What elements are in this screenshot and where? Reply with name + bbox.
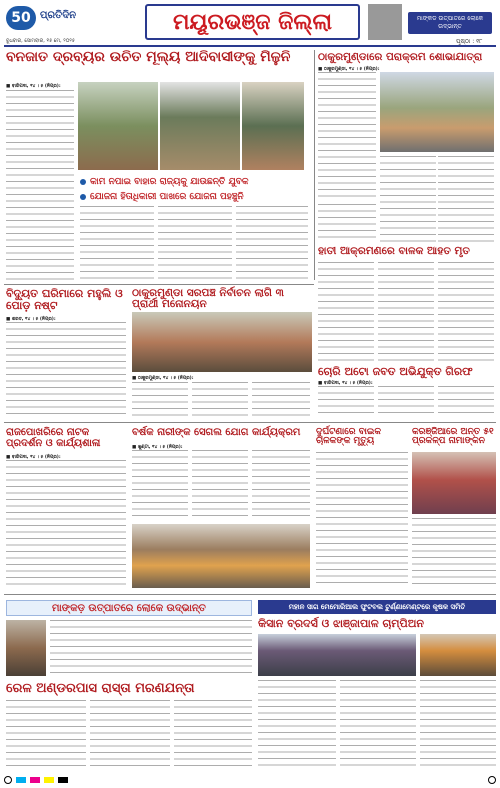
accident-headline: ଦୁର୍ଘଟଣାରେ ବାଇକ ଚାଳକଙ୍କ ମୃତ୍ୟୁ — [316, 427, 382, 447]
cricket-body-col2 — [340, 680, 416, 770]
date-line: ବୁଧବାର, ସୋମବାର, ୧୫ ମେ, ୨୦୨୫ — [6, 38, 75, 44]
yatra-body-col2 — [380, 156, 436, 242]
youth-headline: ରାଜପୋଖରିରେ ନାଟକ ପ୍ରଦର୍ଶନ ଓ କାର୍ଯ୍ୟଶାଳା — [6, 427, 101, 449]
cricket-photo — [258, 634, 416, 676]
lead-headline: ବନଜାତ ଦ୍ରବ୍ୟର ଉଚିତ ମୂଲ୍ୟ ଆଦିବାସୀଙ୍କୁ ମିଳୁନି — [6, 49, 291, 65]
yellow-swatch — [44, 777, 54, 783]
election-body-col2 — [192, 382, 248, 418]
section-rule-2 — [4, 422, 496, 423]
yoga-photo — [132, 524, 310, 588]
elephant-body-col2 — [378, 262, 434, 362]
lead-byline: ■ ବାରିପଦା, ୧୪ । ୫ (ନିପ୍ର): — [6, 84, 61, 89]
masthead-rule — [4, 45, 496, 47]
magenta-swatch — [30, 777, 40, 783]
cricket-headline: କିସାନ ବ୍ରଦର୍ସ ଓ ଝାଞ୍ଜାପାଳ ଚାମ୍ପିଅନ — [258, 617, 424, 630]
election-byline: ■ ଠାକୁରମୁଣ୍ଡା, ୧୪ । ୫ (ନିପ୍ର): — [132, 376, 194, 381]
cricket-photo-2 — [420, 634, 496, 676]
black-swatch — [58, 777, 68, 783]
column-rule — [314, 50, 315, 280]
cricket-banner: ମହାନ ସାଗ ମେମୋରିଆଲ ଫୁଟବଲ ଟୁର୍ଣ୍ଣାମେଣ୍ଟରେ କୃଷକ ସମିତି — [258, 600, 496, 614]
cricket-body-col3 — [420, 680, 496, 770]
lead-body-col1 — [6, 90, 74, 280]
bullet-icon — [80, 194, 86, 200]
yatra-body-col4 — [318, 204, 376, 242]
masthead-logo — [6, 6, 136, 34]
yoga-headline: ବର୍ଷକ ନାରୀଙ୍କ ସେଗଲ ଯୋଗ କାର୍ଯ୍ୟକ୍ରମ — [132, 427, 301, 438]
registration-mark-icon — [4, 776, 12, 784]
fire-headline: ବିଦ୍ୟୁତ ଘରିମାରେ ମହୁଲି ଓ ପୋଡ଼ ନଷ୍ଟ — [6, 287, 123, 312]
election-body-col1 — [132, 382, 188, 418]
fire-body — [6, 322, 126, 418]
election-headline: ଠାକୁରମୁଣ୍ଡା ସରପଞ୍ଚ ନିର୍ବାଚନ ଲାଗି ୩ ପ୍ରାର୍ଥୀ ମନୋନୟନ — [132, 287, 284, 311]
yoga-body-col1 — [132, 450, 188, 520]
section-title: ମୟୂରଭଞ୍ଜ ଜିଲ୍ଲା — [145, 4, 360, 40]
lead-body-col3 — [158, 206, 232, 280]
theft-headline: ଚୋରି ଅଟୋ ଜବତ ଅଭିଯୁକ୍ତ ଗିରଫ — [318, 365, 473, 378]
monkey-body — [50, 620, 252, 676]
railway-body-col1 — [6, 700, 86, 770]
teaser-box[interactable]: ମାଙ୍କଡ ଉତ୍ପାତରେ ଲୋକେ ଉଦ୍ଭାନ୍ତ — [408, 12, 492, 34]
monkey-photo — [6, 620, 46, 676]
accident-body — [316, 452, 408, 588]
yatra-body-col3 — [438, 156, 494, 242]
lead-subhead-2-text: ଯୋଜନା ହିତାଧିକାରୀ ପାଖରେ ଯୋଜନା ପହଞ୍ଚୁନି — [90, 192, 244, 202]
election-body-col3 — [252, 382, 310, 418]
section-rule-3 — [4, 594, 496, 595]
yoga-body-col2 — [192, 450, 248, 520]
lead-subhead-1-text: କାମ ନପାଇ ବାହାର ରାଜ୍ୟକୁ ଯାଉଛନ୍ତି ଯୁବକ — [90, 177, 249, 187]
yoga-body-col3 — [252, 450, 310, 520]
lead-photo-1 — [78, 82, 158, 170]
award-headline: କରଞ୍ଜିଆରେ ଅନ୍ତ ୫୧ ପ୍ରକଳ୍ପ ନାମାଙ୍କନ — [412, 427, 494, 447]
theft-body-col2 — [378, 386, 434, 418]
youth-byline: ■ ବାରିପଦା, ୧୪ । ୫ (ନିପ୍ର): — [6, 455, 61, 460]
section-rule — [4, 284, 314, 285]
award-body — [412, 518, 496, 588]
railway-body-col2 — [90, 700, 170, 770]
brand-name: ପ୍ରତିଦିନ — [40, 10, 76, 21]
theft-body-col3 — [438, 386, 494, 418]
elephant-headline: ହାତୀ ଆକ୍ରମଣରେ ବାଳକ ଆହତ ମୃତ — [318, 245, 470, 257]
lead-body-col4 — [236, 206, 308, 280]
election-photo — [132, 312, 312, 372]
fire-byline: ■ ଶରତ, ୧୪ । ୫ (ନିପ୍ର): — [6, 317, 56, 322]
yatra-byline: ■ ଠାକୁରମୁଣ୍ଡା, ୧୪ । ୫ (ନିପ୍ର): — [318, 67, 380, 72]
registration-mark-icon — [488, 776, 496, 784]
lead-body-col2 — [80, 206, 154, 280]
lead-photo-2 — [160, 82, 240, 170]
yatra-body-col1 — [318, 72, 376, 200]
award-photo — [412, 452, 496, 514]
railway-body-col3 — [174, 700, 252, 770]
theft-byline: ■ ବାରିପଦା, ୧୪ । ୫ (ନିପ୍ର): — [318, 381, 373, 386]
logo-badge: 50 — [6, 6, 36, 30]
monkey-banner: ମାଙ୍କଡ଼ ଉତ୍ପାତରେ ଲୋକେ ଉଦ୍ଭାନ୍ତ — [6, 600, 252, 616]
cricket-body-col1 — [258, 680, 336, 770]
elephant-body-col3 — [438, 262, 494, 362]
yatra-photo — [380, 72, 494, 152]
masthead-photo — [368, 4, 402, 40]
print-registration-strip — [4, 776, 496, 784]
lead-photo-3 — [242, 82, 304, 170]
yoga-byline: ■ ଖୁଣ୍ଟା, ୧୪ । ୫ (ନିପ୍ର): — [132, 445, 183, 450]
railway-headline: ରେଳ ଅଣ୍ଡରପାସ ରାସ୍ତା ମରଣଯନ୍ତା — [6, 681, 195, 696]
bullet-icon — [80, 179, 86, 185]
page-number: ପୃଷ୍ଠା : ୧୮ — [456, 38, 483, 45]
lead-subhead-2 — [80, 191, 310, 203]
lead-subhead-1 — [80, 176, 310, 188]
youth-body — [6, 460, 126, 590]
theft-body-col1 — [318, 386, 374, 418]
elephant-body-col1 — [318, 262, 374, 362]
cyan-swatch — [16, 777, 26, 783]
yatra-headline: ଠାକୁରମୁଣ୍ଡାରେ ପରାକ୍ରମ ଶୋଭାଯାତ୍ରା — [318, 51, 483, 63]
